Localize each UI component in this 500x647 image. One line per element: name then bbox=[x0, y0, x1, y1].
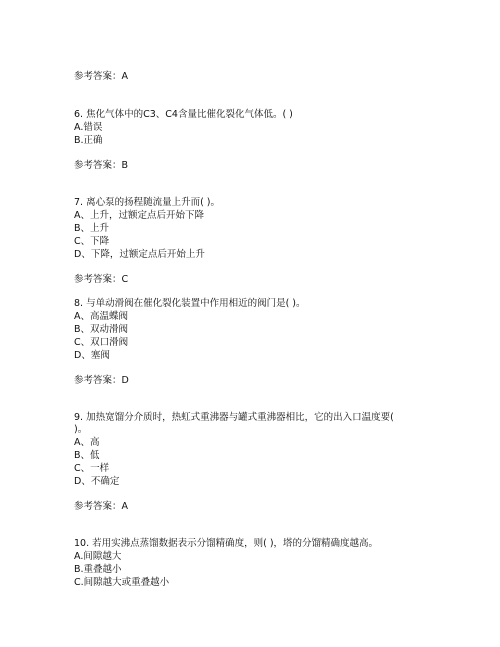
question-8-option-d: D、塞阀 bbox=[74, 350, 110, 361]
question-9-option-b: B、低 bbox=[74, 450, 100, 461]
question-6-stem: 6. 焦化气体中的C3、C4含量比催化裂化气体低。( ) bbox=[74, 109, 293, 120]
question-9-option-c: C、一样 bbox=[74, 463, 110, 474]
answer-6: 参考答案：B bbox=[74, 160, 129, 171]
question-10-option-c: C.间隙越大或重叠越小 bbox=[74, 577, 170, 588]
question-9-stem-line-1: 9. 加热宽馏分介质时，热虹式重沸器与罐式重沸器相比，它的出入口温度要( bbox=[74, 412, 394, 423]
question-8-option-a: A、高温蝶阀 bbox=[74, 311, 128, 322]
answer-9: 参考答案：A bbox=[74, 501, 128, 512]
answer-8: 参考答案：D bbox=[74, 375, 129, 386]
question-9-stem-line-2: )。 bbox=[74, 424, 88, 435]
question-10-option-a: A.间隙越大 bbox=[74, 551, 122, 562]
answer-7: 参考答案：C bbox=[74, 274, 129, 285]
answer-5: 参考答案：A bbox=[74, 71, 128, 82]
question-7-option-d: D、下降，过额定点后开始上升 bbox=[74, 249, 205, 260]
question-6-option-b: B.正确 bbox=[74, 135, 103, 146]
question-8-stem: 8. 与单动滑阀在催化裂化装置中作用相近的阀门是( )。 bbox=[74, 298, 306, 309]
question-7-stem: 7. 离心泵的扬程随流量上升而( )。 bbox=[74, 197, 221, 208]
question-7-option-c: C、下降 bbox=[74, 236, 110, 247]
question-9-option-a: A、高 bbox=[74, 437, 100, 448]
question-7-option-b: B、上升 bbox=[74, 223, 110, 234]
question-8-option-c: C、双口滑阀 bbox=[74, 337, 129, 348]
question-7-option-a: A、上升，过额定点后开始下降 bbox=[74, 210, 204, 221]
question-8-option-b: B、双动滑阀 bbox=[74, 324, 129, 335]
question-10-option-b: B.重叠越小 bbox=[74, 564, 122, 575]
question-9-option-d: D、不确定 bbox=[74, 476, 120, 487]
question-10-stem: 10. 若用实沸点蒸馏数据表示分馏精确度，则( )，塔的分馏精确度越高。 bbox=[74, 538, 379, 549]
question-6-option-a: A.错误 bbox=[74, 122, 103, 133]
